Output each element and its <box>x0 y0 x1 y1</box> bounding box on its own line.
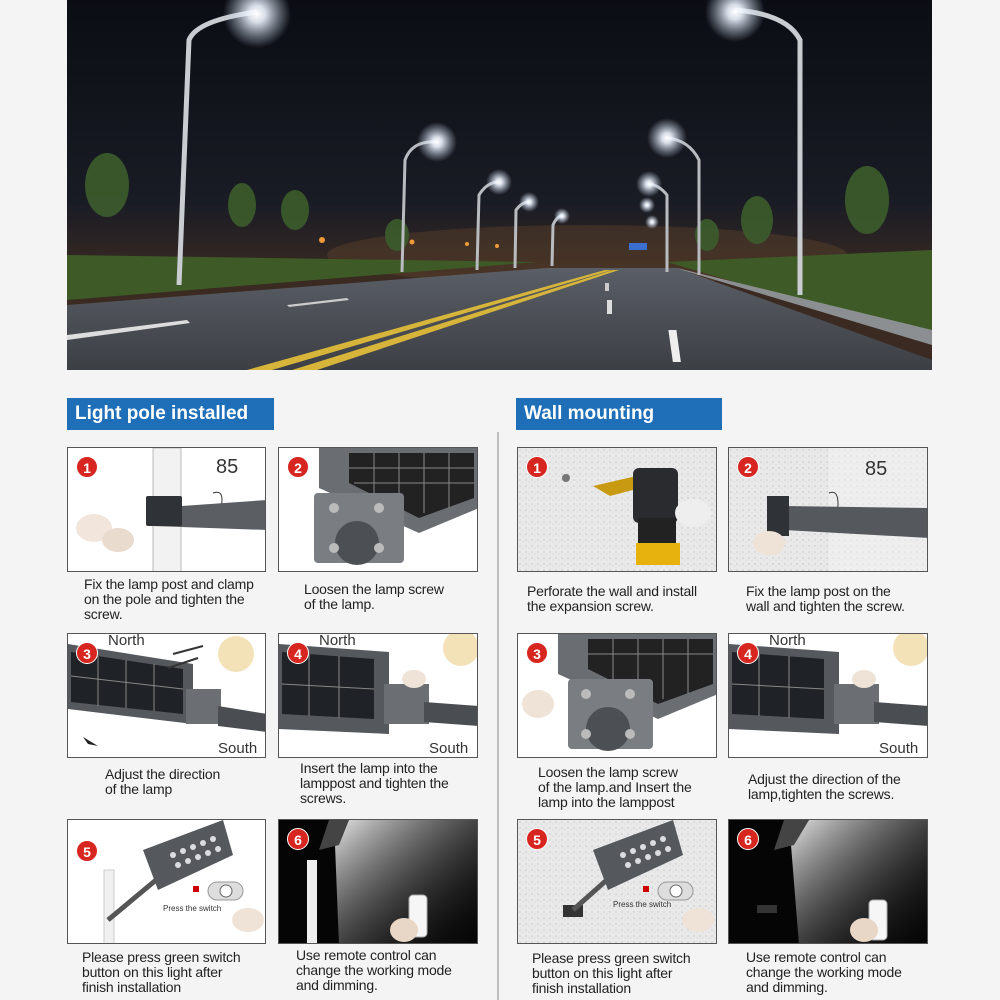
pole-step-2-caption: Loosen the lamp screw of the lamp. <box>304 581 444 612</box>
pole-step-3-image <box>67 633 266 758</box>
pole-step-6-caption: Use remote control can change the working mode and dimming. <box>296 947 452 993</box>
pole-step-5-caption: Please press green switch button on this light after finish installation <box>82 949 241 995</box>
press-switch-label: Press the switch <box>613 900 672 909</box>
wall-step-6-image <box>728 819 928 944</box>
step-number-badge: 3 <box>76 642 98 664</box>
pole-step-3-caption: Adjust the direction of the lamp <box>105 766 221 797</box>
pole-step-4-caption: Insert the lamp into the lamppost and tighten the screws. <box>300 760 449 806</box>
step-number-badge: 4 <box>287 642 309 664</box>
pole-step-2-image <box>278 447 478 572</box>
step-number-badge: 1 <box>76 456 98 478</box>
angle-label: 85 <box>216 456 239 478</box>
step-number-badge: 6 <box>737 828 759 850</box>
hero-street-photo <box>67 0 932 370</box>
step-number-badge: 3 <box>526 642 548 664</box>
step-number-badge: 5 <box>76 840 98 862</box>
step-number-badge: 1 <box>526 456 548 478</box>
step-number-badge: 6 <box>287 828 309 850</box>
step-number-badge: 5 <box>526 828 548 850</box>
wall-step-1-image <box>517 447 717 572</box>
north-label: North <box>319 633 356 649</box>
wall-step-4-caption: Adjust the direction of the lamp,tighten the screws. <box>748 771 901 802</box>
wall-step-3-caption: Loosen the lamp screw of the lamp.and Insert the lamp into the lamppost <box>538 764 692 810</box>
pole-step-1-caption: Fix the lamp post and clamp on the pole and tighten the screw. <box>84 576 254 622</box>
press-switch-label: Press the switch <box>163 904 222 913</box>
pole-step-1-image <box>67 447 266 572</box>
wall-step-1-caption: Perforate the wall and install the expansion screw. <box>527 583 697 614</box>
south-label: South <box>218 740 258 757</box>
wall-step-2-image <box>728 447 928 572</box>
wall-step-2-caption: Fix the lamp post on the wall and tighten the screw. <box>746 583 905 614</box>
south-label: South <box>429 740 469 757</box>
angle-label: 85 <box>865 458 888 480</box>
pole-step-5-image <box>67 819 266 944</box>
wall-step-5-image <box>517 819 717 944</box>
pole-step-4-image <box>278 633 478 758</box>
wall-step-4-image <box>728 633 928 758</box>
south-label: South <box>879 740 919 757</box>
section-title-wall: Wall mounting <box>516 398 722 430</box>
step-number-badge: 4 <box>737 642 759 664</box>
wall-step-6-caption: Use remote control can change the working mode and dimming. <box>746 949 902 995</box>
wall-step-3-image <box>517 633 717 758</box>
column-divider <box>497 432 499 1000</box>
step-number-badge: 2 <box>287 456 309 478</box>
north-label: North <box>769 633 806 649</box>
north-label: North <box>108 633 145 649</box>
section-title-pole: Light pole installed <box>67 398 274 430</box>
pole-step-6-image <box>278 819 478 944</box>
step-number-badge: 2 <box>737 456 759 478</box>
wall-step-5-caption: Please press green switch button on this light after finish installation <box>532 950 691 996</box>
